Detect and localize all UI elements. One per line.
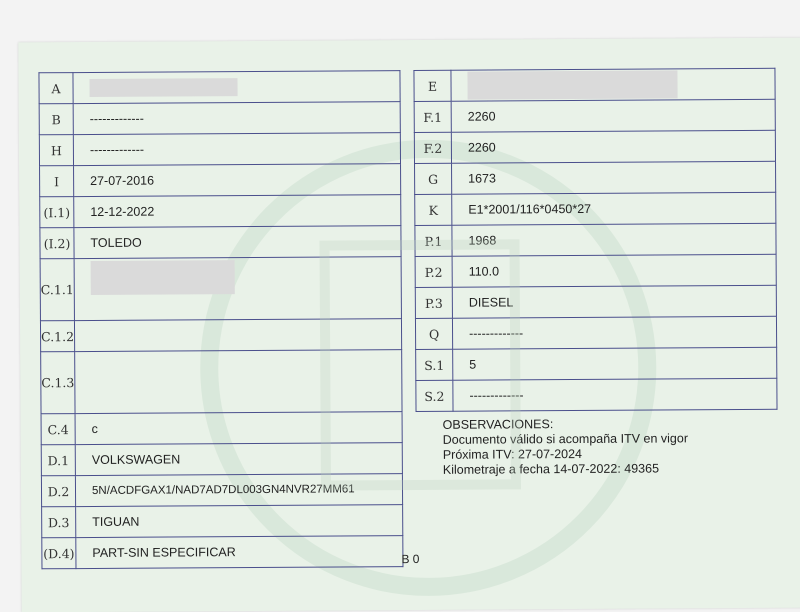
field-value: 2260 [451,99,775,132]
field-row-g [415,161,776,194]
field-row-b [39,102,400,135]
field-code: (I.1) [40,197,74,228]
field-code: G [415,163,452,194]
right-fields-table [413,68,777,412]
field-code: S.2 [416,380,453,411]
field-code: P.2 [415,256,452,287]
field-value: ------------- [453,378,777,411]
field-value: DIESEL [452,285,776,318]
field-row-a [39,71,400,104]
field-value: ------------- [73,102,400,135]
field-row-i [40,164,401,197]
observations-title: OBSERVACIONES: [443,416,688,432]
field-code: C.1.2 [40,321,74,352]
field-row-k [415,192,776,225]
left-fields-table [38,70,403,569]
field-row-d3 [42,505,403,538]
observations-line: Próxima ITV: 27-07-2024 [443,446,688,462]
field-value: ------------- [452,316,776,349]
field-code: F.1 [414,101,451,132]
redacted-block [91,260,235,295]
field-code: Q [415,318,452,349]
field-row-c12 [40,319,401,352]
field-code: (I.2) [40,228,74,259]
field-value: TIGUAN [76,505,403,538]
field-value: TOLEDO [74,226,401,259]
field-code: E [414,70,451,101]
registration-document [18,38,800,612]
field-value: VOLKSWAGEN [75,443,402,476]
field-code: K [415,194,452,225]
field-row-q [415,316,776,349]
field-value [75,350,402,414]
field-value: 5 [453,347,777,380]
field-code: C.1.1 [40,259,74,321]
field-row-c11 [40,257,401,321]
redacted-block [89,78,237,97]
field-code: P.1 [415,225,452,256]
field-value: 12-12-2022 [74,195,401,228]
field-value: 5N/ACDFGAX1/NAD7AD7DL003GN4NVR27MM61 [75,474,402,507]
observations-line: Documento válido si acompaña ITV en vigor [443,431,688,447]
field-value: c [75,412,402,445]
field-row-i2 [40,226,401,259]
field-value: PART-SIN ESPECIFICAR [76,536,403,569]
field-row-d4 [42,536,403,569]
field-row-f2 [414,130,775,163]
field-row-f1 [414,99,775,132]
field-row-i1 [40,195,401,228]
field-row-e [414,68,775,101]
field-value: 1673 [452,161,776,194]
field-row-d2 [41,474,402,507]
footer-code: B 0 [401,552,419,566]
field-code: I [40,166,74,197]
field-code: B [39,104,73,135]
field-value: 110.0 [452,254,776,287]
field-row-c4 [41,412,402,445]
field-code: F.2 [414,132,451,163]
field-code: (D.4) [42,538,76,569]
observations-line: Kilometraje a fecha 14-07-2022: 49365 [443,461,688,477]
field-row-c13 [41,350,402,414]
field-code: S.1 [416,349,453,380]
field-code: C.1.3 [41,352,75,414]
field-row-s1 [416,347,777,380]
field-code: A [39,73,73,104]
field-code: P.3 [415,287,452,318]
field-code: D.2 [41,476,75,507]
redacted-block [467,70,677,99]
field-code: D.1 [41,445,75,476]
field-code: D.3 [42,507,76,538]
field-value: 2260 [451,130,775,163]
field-row-d1 [41,443,402,476]
field-value: E1*2001/116*0450*27 [452,192,776,225]
field-row-s2 [416,378,777,411]
field-code: H [39,135,73,166]
field-value: 27-07-2016 [74,164,401,197]
field-value: 1968 [452,223,776,256]
field-row-h [39,133,400,166]
field-row-p3 [415,285,776,318]
field-value [74,319,401,352]
observations-block [443,416,689,477]
field-code: C.4 [41,414,75,445]
field-row-p1 [415,223,776,256]
field-value: ------------- [73,133,400,166]
field-row-p2 [415,254,776,287]
